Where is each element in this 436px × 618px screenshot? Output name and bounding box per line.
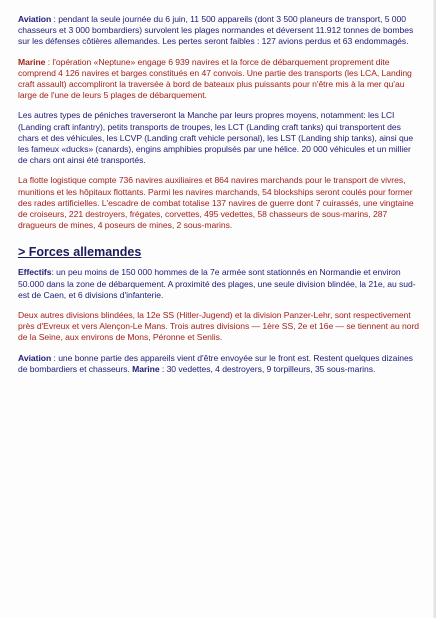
section-title-forces-allemandes: > Forces allemandes: [18, 245, 142, 260]
paragraph-text: : pendant la seule journée du 6 juin, 11 500 appareils (dont 3 500 planeurs de transport, 5 000 chasseurs et 3 000 bombardiers) survolent les plages normandes et déversent 11.912 tonnes de bombes sur les défenses côtières allemandes. Les pertes seront faibles : 127 avions perdus et 63 endommagés.: [18, 14, 414, 47]
paragraph-lead: Effectifs: [18, 267, 52, 278]
paragraph-aviation-allies: [18, 14, 422, 48]
paragraph-text: : 30 vedettes, 4 destroyers, 9 torpilleurs, 35 sous-marins.: [159, 363, 376, 374]
paragraph-lead: Marine: [18, 56, 46, 67]
paragraph-lead: Marine: [132, 363, 160, 374]
paragraph-text: : un peu moins de 150 000 hommes de la 7e armée sont stationnés en Normandie et environ 50.000 dans la zone de débarquement. A proximité des plages, une seule division blindée, la 21e, au sud-est de Caen, et 6 divisions d'infanterie.: [18, 267, 416, 300]
paragraph-marine-allies: [18, 57, 422, 102]
paragraph-text: Deux autres divisions blindées, la 12e SS (Hitler-Jugend) et la division Panzer-Lehr, sont respectivement près d'Evreux et vers Alençon-Le Mans. Trois autres divisions — 1ère SS, 2e et 16e — se tiennent au nord de la Seine, aux environs de Mons, Péronne et Senlis.: [18, 310, 420, 343]
paragraph-text: La flotte logistique compte 736 navires auxiliaires et 864 navires marchands pour le transport de vivres, munitions et les hôpitaux flottants. Parmi les navires marchands, 54 blockships seront coulés pour former des rades artificielles. L'escadre de combat totalise 137 navires de guerre dont 7 cuirassés, une vingtaine de croiseurs, 221 destroyers, frégates, corvettes, 495 vedettes, 58 chasseurs de sous-marins, 287 dragueurs de mines, 4 poseurs de mines, 2 sous-marins.: [18, 175, 414, 231]
paragraph-text: Les autres types de péniches traverseront la Manche par leurs propres moyens, notamment: les LCI (Landing craft infantry), petits transports de troupes, les LCT (Landing craft tanks) qui transportent des chars et des véhicules, les LCVP (Landing craft vehicle personal), les LST (Landing ship tanks), ainsi que les fameux «ducks» (canards), engins amphibies propulsés par une hélice. 20 000 véhicules et un millier de chars ont ainsi été transportés.: [18, 110, 414, 166]
paragraph-lead: Aviation: [18, 14, 52, 24]
paragraph-divisions: [18, 310, 422, 344]
paragraph-aviation-marine-allemandes: [18, 353, 422, 375]
paragraph-text: : une bonne partie des appareils vient d'être envoyée sur le front est. Restent quelques dizaines de bombardiers et chasseurs.: [18, 352, 413, 374]
paragraph-effectifs: [18, 267, 422, 301]
paragraph-lead: Aviation: [18, 352, 52, 363]
paragraph-text: : l'opération «Neptune» engage 6 939 navires et la force de débarquement proprement dite comprend 4 126 navires et barges constitués en 47 convois. Une partie des transports (les LCA, Landing craft assault) accompliront la traversée à bord de bateaux plus puissants pour n'être mis à la mer qu'au large de l'une de leurs 5 plages de débarquement.: [18, 56, 412, 101]
paragraph-flotte: [18, 175, 422, 231]
paragraph-peniches: [18, 110, 422, 166]
